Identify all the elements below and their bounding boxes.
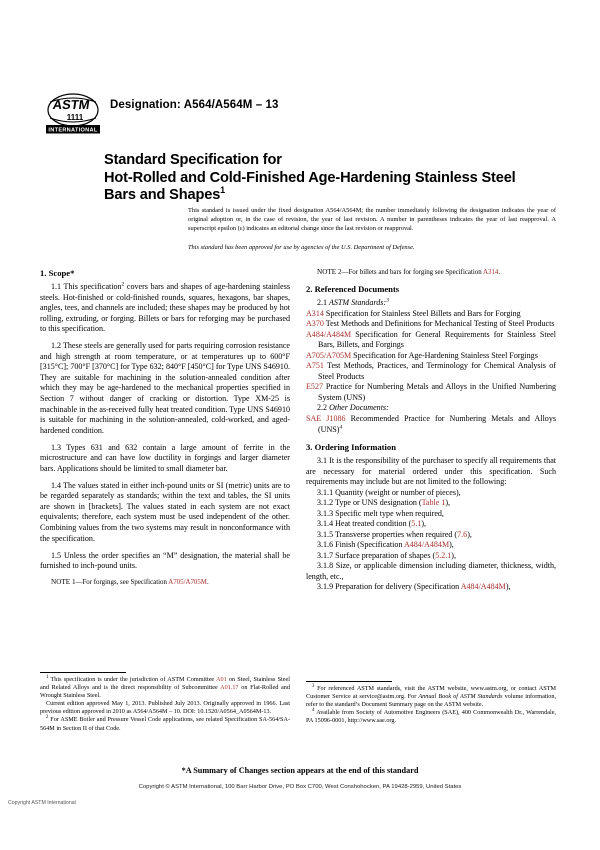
- subsection-2-2-number: 2.2: [317, 403, 328, 413]
- scope-1-1-number: 1.1: [51, 282, 62, 291]
- link-section-5-1[interactable]: 5.1: [411, 519, 422, 529]
- note-2-tail: .: [498, 269, 501, 276]
- item-tail: ),: [467, 529, 472, 539]
- reference-title: Test Methods, Practices, and Terminology for Chemical Analysis of Steel Products: [318, 361, 556, 381]
- reference-title: Specification for Age-Hardening Stainless Steel Forgings: [351, 350, 538, 360]
- item-number: 3.1.4: [317, 519, 334, 529]
- link-sae-j1086[interactable]: SAE J1086: [306, 414, 346, 423]
- document-header: [44, 92, 556, 138]
- item-number: 3.1.9: [317, 582, 334, 592]
- item-tail: ),: [445, 498, 451, 508]
- ordering-item-3-1-2: [306, 498, 556, 509]
- ordering-paragraph-3-1: 3.1 It is the responsibility of the purchaser to specify all requirements that are necessary for material ordered under this specification. Such requirements may include but are not limited to the following:: [306, 456, 556, 487]
- footnote-separator-left: [40, 672, 126, 673]
- link-a370[interactable]: A370: [306, 319, 324, 329]
- item-text: Specific melt type when required,: [333, 508, 444, 518]
- right-column: [306, 268, 556, 593]
- reference-item: [306, 382, 556, 403]
- item-number: 3.1.6: [317, 540, 334, 550]
- ordering-item-3-1-1: [306, 488, 556, 499]
- item-text: Heat treated condition (: [333, 519, 412, 529]
- note-2: [306, 268, 556, 277]
- link-a484-a484m[interactable]: A484/A484M: [306, 329, 352, 339]
- item-text: Preparation for delivery (Specification: [333, 582, 461, 592]
- item-number: 3.1.3: [317, 508, 334, 518]
- item-text: Finish (Specification: [333, 540, 404, 550]
- item-text: Type or UNS designation (: [333, 498, 422, 508]
- reference-title: Specification for General Requirements for Stainless Steel Bars, Billets, and Forgings: [318, 329, 556, 350]
- subsection-2-1-footnote-marker: 3: [386, 297, 389, 304]
- link-a484-a484m-finish[interactable]: A484/A484M: [403, 540, 450, 550]
- ordering-item-3-1-5: [306, 530, 556, 541]
- item-text: Surface preparation of shapes (: [333, 550, 436, 560]
- footnote-3-text-a: For referenced ASTM standards, visit the ASTM website, www.astm.org, or contact ASTM Customer Service at service@astm.org. For: [306, 685, 556, 701]
- section-heading-scope: 1. Scope*: [40, 268, 75, 278]
- item-number: 3.1.2: [317, 498, 334, 508]
- footnote-4-text: Available from Society of Automotive Engineers (SAE), 400 Commonwealth Dr., Warrendale, PA 15096-0001, http://www.sae.org.: [306, 709, 556, 725]
- footnote-1-marker: 1: [46, 674, 49, 680]
- reference-title: Practice for Numbering Metals and Alloys in the Unified Numbering System (UNS): [318, 382, 556, 402]
- reference-item: [306, 319, 556, 330]
- footnote-3-text-b: volume information, refer to the standard’s Document Summary page on the ASTM website.: [306, 693, 556, 709]
- section-heading-referenced-documents: 2. Referenced Documents: [306, 284, 400, 295]
- footnotes-left-column: [40, 676, 290, 733]
- note-1-label: NOTE 1: [51, 577, 76, 586]
- footnote-1-text-b: on Steel, Stainless Steel and Related Alloys and is the direct responsibility of Subcommittee: [40, 676, 290, 692]
- footnotes-right-column: [306, 685, 556, 725]
- copyright-watermark: Copyright ASTM International: [8, 800, 76, 806]
- note-1-text: —For forgings, see Specification: [75, 578, 169, 586]
- footnote-4-marker: 4: [312, 708, 315, 714]
- item-number: 3.1.8: [317, 561, 334, 571]
- reference-item: [306, 414, 556, 435]
- note-2-text: —For billets and bars for forging see Specification: [341, 269, 484, 276]
- footnote-1-text-c: on Flat-Rolled and Wrought Stainless Steel.: [40, 684, 290, 700]
- footnote-2-marker: 2: [46, 715, 49, 721]
- reference-title: Specification for Stainless Steel Billets and Bars for Forging: [323, 308, 521, 318]
- link-a484-a484m-delivery[interactable]: A484/A484M: [460, 582, 506, 592]
- subsection-2-2-label: Other Documents:: [329, 403, 389, 413]
- copyright-line: Copyright © ASTM International, 100 Barr Harbor Drive, PO Box C700, West Conshohocken, PA 19428-2959, United States: [138, 784, 462, 790]
- ordering-item-3-1-3: [306, 509, 556, 520]
- footnote-3-italic: Annual Book of ASTM Standards: [418, 693, 503, 701]
- astm-standards-list: [306, 309, 556, 404]
- reference-item: [306, 361, 556, 382]
- scope-paragraph-1-3: 1.3 Types 631 and 632 contain a large amount of ferrite in the microstructure and can have low ductility in forgings and larger diameter bars. Applications should be limited to small diameter bar.: [40, 442, 290, 473]
- subsection-2-2-heading: [306, 403, 556, 414]
- item-text: Size, or applicable dimension including diameter, thickness, width, length, etc.,: [306, 561, 556, 581]
- item-text: Transverse properties when required (: [333, 529, 458, 539]
- link-a705-a705m[interactable]: A705/A705M: [168, 578, 207, 586]
- link-a314-note[interactable]: A314: [483, 269, 499, 276]
- footnote-3: [306, 685, 556, 709]
- reference-title: Test Methods and Definitions for Mechanical Testing of Steel Products: [323, 319, 555, 329]
- link-a705-a705m-ref[interactable]: A705/A705M: [306, 350, 352, 360]
- reference-item: [306, 309, 556, 320]
- item-number: 3.1.7: [317, 550, 334, 560]
- subsection-2-1-heading: [306, 298, 556, 309]
- svg-text:ASTM: ASTM: [51, 97, 91, 112]
- note-1: [40, 578, 290, 587]
- title-line-3: Bars and Shapes: [104, 187, 221, 204]
- link-e527[interactable]: E527: [306, 382, 323, 392]
- other-documents-list: [306, 414, 556, 435]
- scope-paragraph-1-4: 1.4 The values stated in either inch-pound units or SI (metric) units are to be regarded separately as standards; within the text and tables, the SI units are shown in [brackets]. The values stated in each system are not exact equivalents; therefore, each system must be used independent of the other. Combining values from the two systems may result in nonconformance with the specification.: [40, 480, 290, 543]
- item-text: Quantity (weight or number of pieces),: [333, 487, 461, 497]
- item-tail: ),: [449, 540, 454, 550]
- title-line-2: Hot-Rolled and Cold-Finished Age-Hardening Stainless Steel: [104, 169, 516, 186]
- item-tail: ),: [451, 550, 456, 560]
- link-table-1[interactable]: Table 1: [421, 498, 446, 508]
- link-subcommittee-a01-17[interactable]: A01.17: [220, 684, 239, 692]
- scope-paragraph-1-1: [40, 282, 290, 335]
- footnote-4: [306, 709, 556, 725]
- title-footnote-marker: 1: [220, 185, 226, 196]
- preamble-text: This standard is issued under the fixed designation A564/A564M; the number immediately following the designation indicates the year of original adoption or, in the case of revision, the year of last revision. A number in parentheses indicates the year of last reapproval. A superscript epsilon (ε) indicates an editorial change since the last revision or reapproval.: [188, 207, 556, 232]
- footnote-3-marker: 3: [312, 683, 315, 689]
- ordering-item-3-1-4: [306, 519, 556, 530]
- svg-text:1111: 1111: [66, 113, 84, 122]
- designation-text: Designation: A564/A564M – 13: [110, 99, 279, 111]
- link-committee-a01[interactable]: A01: [216, 676, 227, 683]
- note-1-tail: .: [206, 578, 209, 586]
- astm-logo: [44, 92, 102, 136]
- item-number: 3.1.1: [317, 487, 334, 497]
- ordering-item-3-1-6: [306, 540, 556, 551]
- footnote-2: [40, 716, 290, 732]
- footnote-1: [40, 676, 290, 700]
- item-tail: ),: [505, 582, 511, 592]
- footnote-1-continuation: Current edition approved May 1, 2013. Published July 2013. Originally approved in 1966. Last previous edition approved in 2010 as A564/A564M – 10. DOI: 10.1520/A0564_A0564M-13.: [40, 700, 290, 716]
- ordering-item-3-1-7: [306, 551, 556, 562]
- reference-footnote-marker: 4: [339, 423, 343, 430]
- link-section-7-6[interactable]: 7.6: [457, 529, 468, 539]
- reference-item: [306, 351, 556, 362]
- link-a314[interactable]: A314: [306, 308, 324, 318]
- reference-title: Recommended Practice for Numbering Metals and Alloys (UNS): [318, 414, 556, 434]
- item-tail: ),: [421, 519, 427, 529]
- scope-1-1-text-a: This specification: [63, 282, 122, 291]
- footnote-separator-right: [306, 681, 392, 682]
- ordering-items-list: [306, 488, 556, 593]
- dod-approval-note: This standard has been approved for use by agencies of the U.S. Department of Defense.: [188, 244, 415, 251]
- left-column: [40, 268, 290, 587]
- ordering-item-3-1-9: [306, 582, 556, 593]
- scope-paragraph-1-2: 1.2 These steels are generally used for parts requiring corrosion resistance and high strength at room temperature, or at temperatures up to 600°F [315°C]; 700°F [370°C] for Type 632; 840°F [450°C] for Type UNS S46910. They are suitable for machining in the solution-annealed condition after which they may be age-hardened to the mechanical properties specified in Section 7 without danger of cracking or distortion. Type XM-25 is machinable in the as-received fully heat treated condition. Type UNS S46910 is suitable for machining in the solution-annealed, cold-worked, and aged-hardened condition.: [40, 341, 290, 435]
- ordering-item-3-1-8: [306, 561, 556, 582]
- footnote-1-text-a: This specification is under the jurisdiction of ASTM Committee: [48, 676, 217, 683]
- scope-1-1-text-b: covers bars and shapes of age-hardening stainless steels. Hot-finished or cold-finished rounds, squares, hexagons, bar shapes, angles, tees, and channels are included; these shapes may be produced by hot rolling, extruding, or forging. Billets or bars for reforging may be purchased to this specification.: [40, 282, 290, 334]
- note-2-label: NOTE 2: [317, 268, 342, 276]
- svg-text:INTERNATIONAL: INTERNATIONAL: [48, 127, 98, 134]
- title-line-1: Standard Specification for: [104, 152, 282, 168]
- subsection-2-1-label: ASTM Standards:: [328, 298, 387, 308]
- page-title: [104, 152, 556, 205]
- footnote-2-text: For ASME Boiler and Pressure Vessel Code applications, see related Specification SA-564/SA-564M in Section II of that Code.: [40, 716, 290, 732]
- link-a751[interactable]: A751: [306, 361, 324, 371]
- link-section-5-2-1[interactable]: 5.2.1: [435, 550, 452, 560]
- scope-1-1-footnote-marker: 2: [121, 281, 125, 288]
- subsection-2-1-number: 2.1: [317, 298, 328, 308]
- section-heading-ordering-information: 3. Ordering Information: [306, 442, 396, 452]
- title-block: [104, 152, 556, 205]
- scope-paragraph-1-5: 1.5 Unless the order specifies an “M” designation, the material shall be furnished to inch-pound units.: [40, 550, 290, 571]
- item-number: 3.1.5: [317, 529, 334, 539]
- summary-of-changes-note: *A Summary of Changes section appears at the end of this standard: [181, 766, 419, 775]
- reference-item: [306, 330, 556, 351]
